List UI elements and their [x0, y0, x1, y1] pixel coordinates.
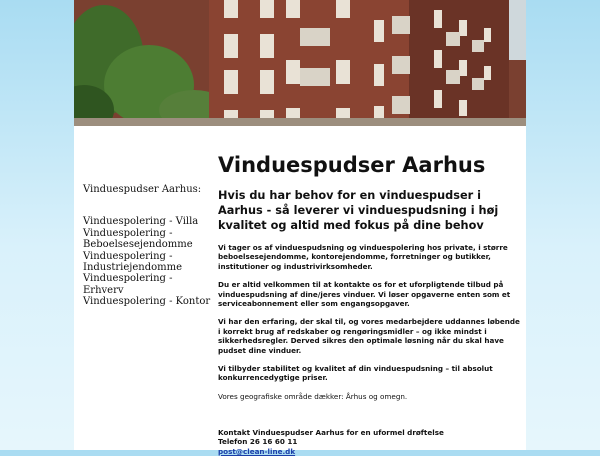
paragraph-2: Du er altid velkommen til at kontakte os for et uforpligtende tilbud på vinduespudsning af dine/jeres vinduer. Vi løser opgaverne enten som et serviceabonnement eller som engangsopgaver.	[218, 280, 511, 309]
paragraph-3: Vi har den erfaring, der skal til, og vores medarbejdere uddannes løbende i korrekt brug af redskaber og rengøringsmidler – og ikke mindst i sikkerhedsregler. Derved sikres den optimale løsning når du skal have pudset dine vinduer.	[218, 317, 520, 355]
contact-email-link[interactable]: post@clean-line.dk	[218, 446, 296, 456]
page-title: Vinduespudser Aarhus	[218, 153, 486, 177]
paragraph-1: Vi tager os af vinduespudsning og vinduespolering hos private, i større beboelsesejendomme, kontorejendomme, forretninger og butikker, institutioner og industrivirksomheder.	[218, 243, 508, 271]
contact-heading: Kontakt Vinduespudser Aarhus for en uformel drøftelse	[218, 428, 444, 437]
apartment-building-image	[74, 0, 526, 126]
sidebar-link-villa[interactable]: Vinduespolering - Villa	[83, 216, 199, 228]
banner-photo	[74, 0, 526, 126]
sidebar-link-kontor[interactable]: Vinduespolering - Kontor	[83, 296, 211, 308]
geo-area: Vores geografiske område dækker: Århus og omegn.	[218, 391, 408, 401]
page-container	[74, 0, 526, 456]
paragraph-4: Vi tilbyder stabilitet og kvalitet af din vinduespudsning – til absolut konkurrencedygtige priser.	[218, 364, 493, 383]
body-text	[218, 243, 520, 401]
sidebar-nav	[83, 184, 213, 308]
sidebar-link-industriejendomme[interactable]: Vinduespolering - Industriejendomme	[83, 250, 183, 274]
lead-heading: Hvis du har behov for en vinduespudser i Aarhus - så leverer vi vinduespudsning i høj kvalitet og altid med fokus på dine behov	[218, 189, 499, 232]
sidebar-link-erhverv[interactable]: Vinduespolering - Erhverv	[83, 273, 173, 296]
main-content	[218, 152, 520, 410]
contact-block	[218, 428, 520, 456]
sidebar-intro: Vinduespudser Aarhus:	[83, 184, 202, 195]
sidebar-link-beboelsesejendomme[interactable]: Vinduespolering - Beboelsesejendomme	[83, 227, 193, 251]
contact-phone: Telefon 26 16 60 11	[218, 437, 298, 447]
